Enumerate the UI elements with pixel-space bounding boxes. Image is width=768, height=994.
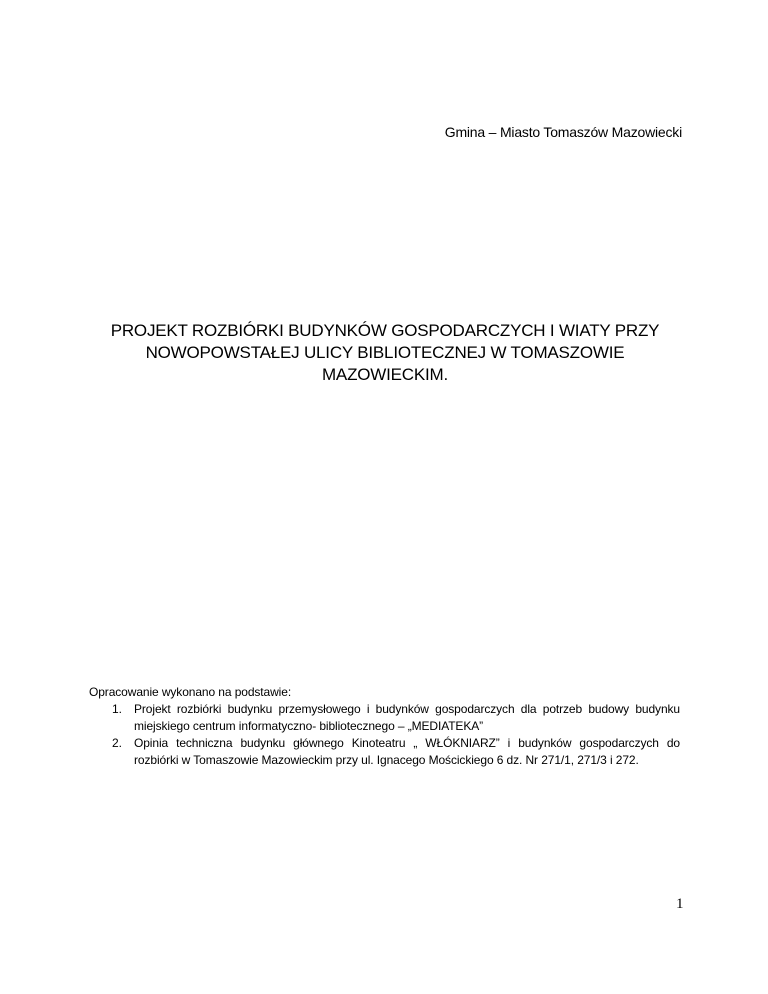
basis-list — [89, 701, 680, 769]
basis-section — [89, 684, 680, 769]
page-number: 1 — [676, 896, 684, 912]
document-title — [90, 320, 680, 386]
basis-list-item — [89, 701, 680, 735]
basis-intro: Opracowanie wykonano na podstawie: — [89, 685, 292, 699]
basis-list-item — [89, 735, 680, 769]
list-number: 1. — [112, 702, 122, 716]
title-line: MAZOWIECKIM. — [321, 365, 449, 384]
issuer-header: Gmina – Miasto Tomaszów Mazowiecki — [444, 124, 682, 140]
title-line: NOWOPOWSTAŁEJ ULICY BIBLIOTECZNEJ W TOMASZOWIE — [145, 343, 625, 362]
list-number: 2. — [112, 736, 122, 750]
title-line: PROJEKT ROZBIÓRKI BUDYNKÓW GOSPODARCZYCH I WIATY PRZY — [110, 321, 660, 340]
list-item-text: Projekt rozbiórki budynku przemysłowego i budynków gospodarczych dla potrzeb budowy budynku miejskiego centrum informatyczno- bibliotecznego – „MEDIATEKA” — [134, 702, 680, 733]
list-item-text: Opinia techniczna budynku głównego Kinoteatru „ WŁÓKNIARZ” i budynków gospodarczych do rozbiórki w Tomaszowie Mazowieckim przy ul. Ignacego Mościckiego 6 dz. Nr 271/1, 271/3 i 272. — [134, 736, 680, 767]
